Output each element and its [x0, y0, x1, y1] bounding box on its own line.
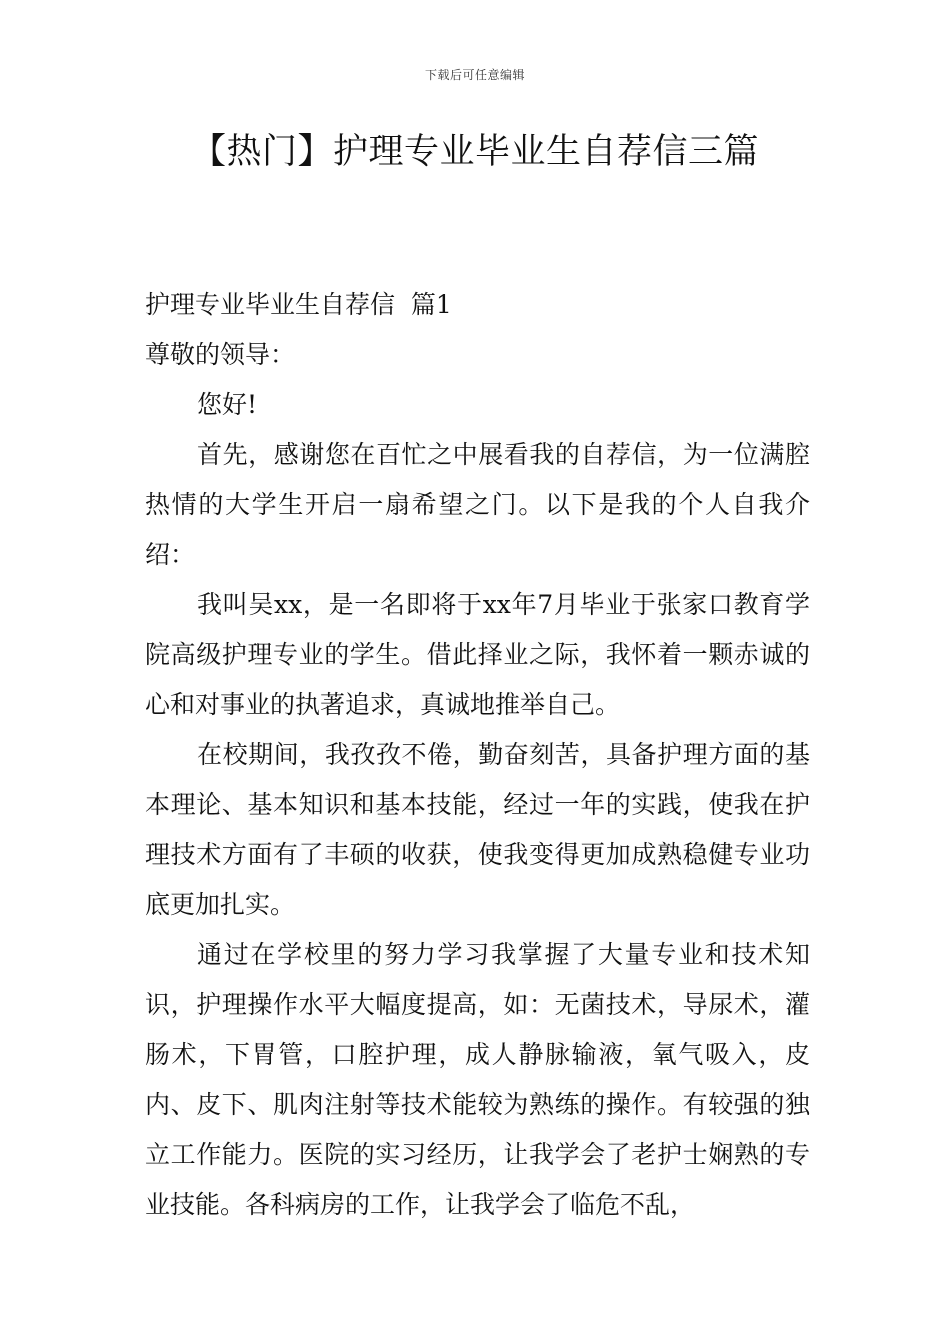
- greeting: 您好!: [197, 390, 258, 419]
- paragraph-4: 通过在学校里的努力学习我掌握了大量专业和技术知识，护理操作水平大幅度提高，如：无菌技术，导尿术，灌肠术，下胃管，口腔护理，成人静脉输液，氧气吸入，皮内、皮下、肌肉注射等技术能较为熟练的操作。有较强的独立工作能力。医院的实习经历，让我学会了老护士娴熟的专业技能。各科病房的工作，让我学会了临危不乱，: [145, 940, 810, 1219]
- header-note: 下载后可任意编辑: [424, 68, 525, 82]
- document-body: [145, 280, 810, 1230]
- section-heading: 护理专业毕业生自荐信 篇1: [145, 290, 452, 319]
- document-title: 【热门】护理专业毕业生自荐信三篇: [190, 132, 759, 172]
- salutation: 尊敬的领导：: [145, 340, 296, 369]
- paragraph-3: 在校期间，我孜孜不倦，勤奋刻苦，具备护理方面的基本理论、基本知识和基本技能，经过一年的实践，使我在护理技术方面有了丰硕的收获，使我变得更加成熟稳健专业功底更加扎实。: [145, 740, 810, 919]
- paragraph-2: 我叫吴xx，是一名即将于xx年7月毕业于张家口教育学院高级护理专业的学生。借此择业之际，我怀着一颗赤诚的心和对事业的执著追求，真诚地推举自己。: [145, 590, 810, 719]
- paragraph-1: 首先，感谢您在百忙之中展看我的自荐信，为一位满腔热情的大学生开启一扇希望之门。以下是我的个人自我介绍：: [145, 440, 810, 569]
